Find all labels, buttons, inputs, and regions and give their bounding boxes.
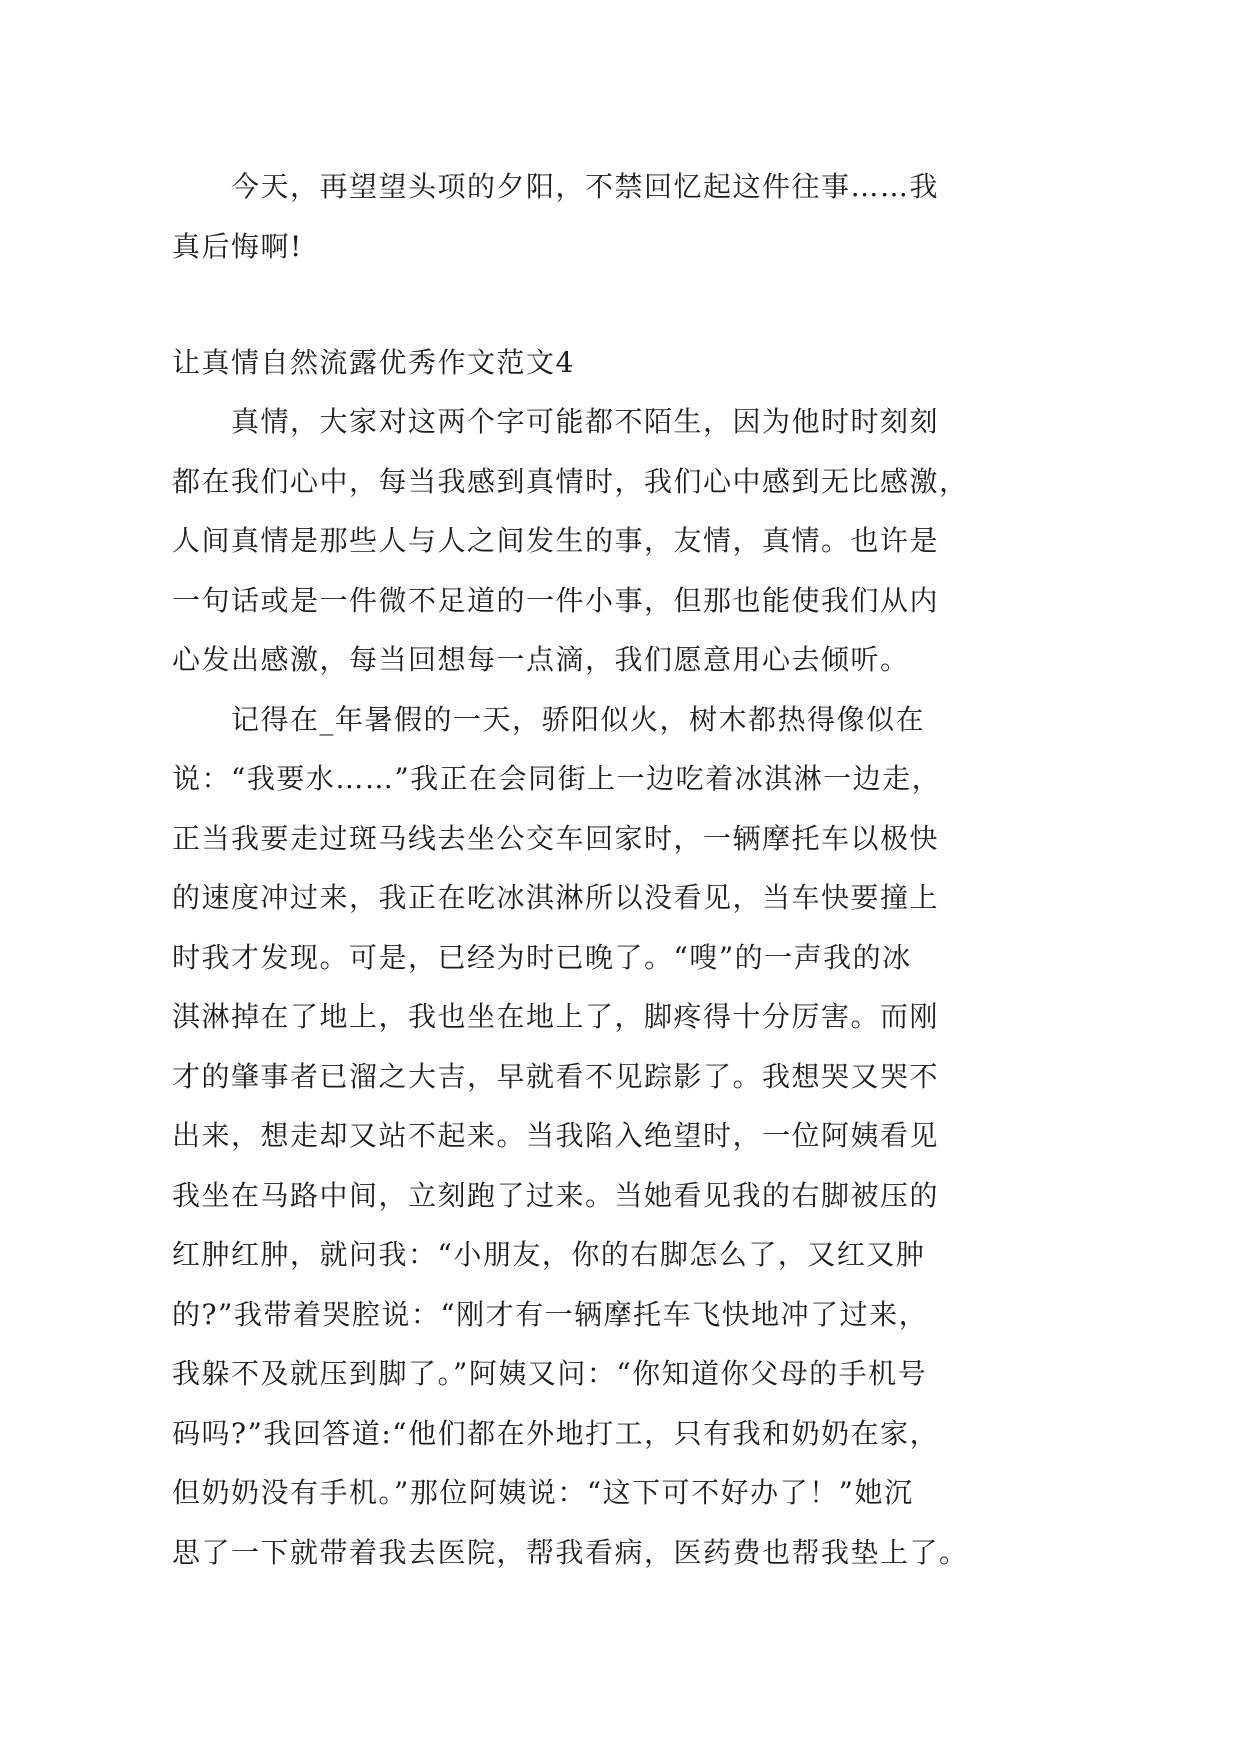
paragraph-line: 才的肇事者已溜之大吉，早就看不见踪影了。我想哭又哭不 bbox=[172, 1059, 940, 1093]
paragraph-line: 今天，再望望头项的夕阳，不禁回忆起这件往事……我 bbox=[231, 170, 940, 203]
paragraph-line: 出来，想走却又站不起来。当我陷入绝望时，一位阿姨看见 bbox=[172, 1119, 940, 1152]
paragraph-line: 正当我要走过斑马线去坐公交车回家时，一辆摩托车以极快 bbox=[172, 821, 940, 855]
paragraph-line: 但奶奶没有手机。”那位阿姨说：“这下可不好办了！”她沉 bbox=[172, 1476, 914, 1509]
paragraph-line: 我躲不及就压到脚了。”阿姨又问：“你知道你父母的手机号 bbox=[172, 1357, 928, 1390]
paragraph-line: 的速度冲过来，我正在吃冰淇淋所以没看见，当车快要撞上 bbox=[172, 881, 940, 914]
paragraph-line: 一句话或是一件微不足道的一件小事，但那也能使我们从内 bbox=[172, 583, 940, 617]
paragraph-line: 真后悔啊! bbox=[172, 229, 303, 263]
paragraph-line: 思了一下就带着我去医院，帮我看病，医药费也帮我垫上了。 bbox=[172, 1535, 969, 1569]
essay-body bbox=[172, 392, 1072, 1582]
paragraph-line: 淇淋掉在了地上，我也坐在地上了，脚疼得十分厉害。而刚 bbox=[172, 1000, 940, 1033]
section-heading: 让真情自然流露优秀作文范文4 bbox=[172, 346, 575, 379]
paragraph-line: 的?”我带着哭腔说：“刚才有一辆摩托车飞快地冲了过来， bbox=[172, 1297, 929, 1331]
paragraph-line: 心发出感激，每当回想每一点滴，我们愿意用心去倾听。 bbox=[172, 643, 910, 676]
paragraph-line: 时我才发现。可是，已经为时已晚了。“嗖”的一声我的冰 bbox=[172, 940, 912, 974]
paragraph-line: 记得在_年暑假的一天，骄阳似火，树木都热得像似在 bbox=[231, 702, 926, 736]
paragraph-line: 真情，大家对这两个字可能都不陌生，因为他时时刻刻 bbox=[231, 405, 940, 438]
paragraph-line: 我坐在马路中间，立刻跑了过来。当她看见我的右脚被压的 bbox=[172, 1178, 940, 1212]
paragraph-line: 都在我们心中，每当我感到真情时，我们心中感到无比感激， bbox=[172, 464, 969, 498]
paragraph-line: 人间真情是那些人与人之间发生的事，友情，真情。也许是 bbox=[172, 524, 940, 557]
paragraph-line: 码吗?”我回答道:“他们都在外地打工，只有我和奶奶在家， bbox=[172, 1416, 940, 1450]
paragraph bbox=[172, 392, 1072, 690]
paragraph-line: 红肿红肿，就问我：“小朋友，你的右脚怎么了，又红又肿 bbox=[172, 1238, 926, 1271]
intro-paragraph bbox=[172, 157, 1072, 276]
paragraph bbox=[172, 690, 1072, 1583]
paragraph-line: 说：“我要水……”我正在会同街上一边吃着冰淇淋一边走， bbox=[172, 762, 942, 795]
section-heading-block bbox=[172, 333, 1072, 393]
